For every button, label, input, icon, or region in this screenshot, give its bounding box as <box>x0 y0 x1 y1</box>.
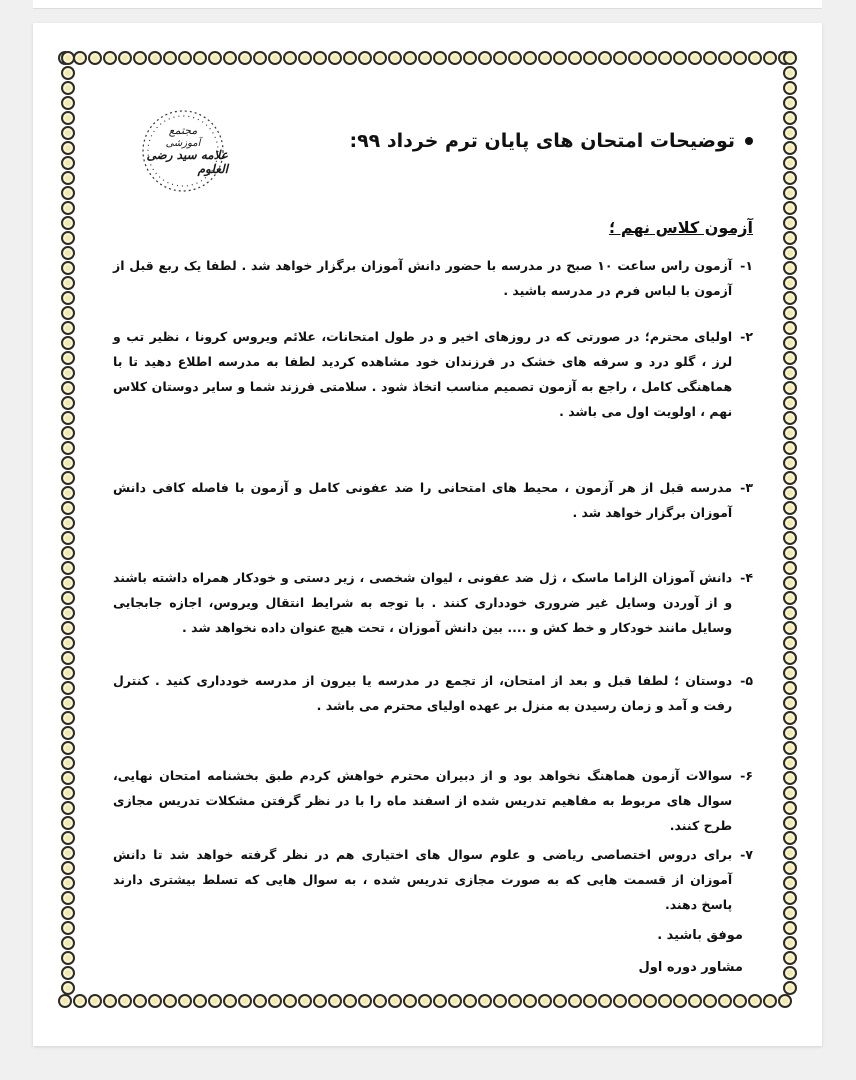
border-ring-icon <box>783 51 797 65</box>
list-item-number: ۲- <box>740 329 753 344</box>
border-ring-icon <box>61 531 75 545</box>
border-ring-icon <box>61 951 75 965</box>
border-ring-icon <box>268 994 282 1008</box>
border-ring-icon <box>61 981 75 995</box>
border-ring-icon <box>433 994 447 1008</box>
border-ring-icon <box>783 816 797 830</box>
list-item-text: آزمون راس ساعت ۱۰ صبح در مدرسه با حضور دانش آموزان برگزار خواهد شد . لطفا یک ربع قبل از آزمون با لباس فرم در مدرسه باشید . <box>113 258 733 298</box>
border-ring-icon <box>148 994 162 1008</box>
border-ring-icon <box>673 994 687 1008</box>
border-ring-icon <box>61 921 75 935</box>
border-ring-icon <box>783 786 797 800</box>
list-item <box>113 475 753 525</box>
border-ring-icon <box>463 994 477 1008</box>
border-ring-icon <box>568 51 582 65</box>
border-ring-icon <box>783 726 797 740</box>
border-ring-icon <box>118 51 132 65</box>
border-ring-icon <box>373 51 387 65</box>
border-ring-icon <box>783 606 797 620</box>
border-ring-icon <box>783 846 797 860</box>
border-ring-icon <box>61 861 75 875</box>
list-item-text: برای دروس اختصاصی ریاضی و علوم سوال های اختیاری هم در نظر گرفته خواهد شد تا دانش آموزان از قسمت هایی که به صورت مجازی تدریس شده ، به سوال هایی که تسلط بیشتری دارند پاسخ دهند. <box>113 847 733 912</box>
list-item-number: ۵- <box>740 673 753 688</box>
border-ring-icon <box>613 51 627 65</box>
border-ring-icon <box>61 591 75 605</box>
border-ring-icon <box>478 994 492 1008</box>
border-ring-icon <box>783 546 797 560</box>
border-ring-icon <box>613 994 627 1008</box>
list-item <box>113 763 753 838</box>
border-ring-icon <box>783 591 797 605</box>
border-ring-icon <box>61 81 75 95</box>
border-ring-icon <box>783 636 797 650</box>
border-ring-icon <box>783 81 797 95</box>
border-ring-icon <box>313 994 327 1008</box>
logo-text-line1: مجتمع <box>168 124 198 138</box>
border-ring-icon <box>103 994 117 1008</box>
border-ring-icon <box>283 994 297 1008</box>
border-ring-icon <box>61 126 75 140</box>
border-ring-icon <box>61 501 75 515</box>
border-ring-icon <box>718 994 732 1008</box>
border-ring-icon <box>783 261 797 275</box>
border-ring-icon <box>448 994 462 1008</box>
border-ring-icon <box>61 966 75 980</box>
border-ring-icon <box>733 994 747 1008</box>
border-ring-icon <box>688 51 702 65</box>
border-ring-icon <box>783 396 797 410</box>
border-ring-icon <box>61 771 75 785</box>
bullet-icon <box>745 137 753 145</box>
border-ring-icon <box>61 321 75 335</box>
border-ring-icon <box>673 51 687 65</box>
list-item-text: دوستان ؛ لطفا قبل و بعد از امتحان، از تجمع در مدرسه یا بیرون از مدرسه خودداری کنید . کنترل رفت و آمد و زمان رسیدن به منزل بر عهده اولیای محترم می باشد . <box>113 673 733 713</box>
border-ring-icon <box>783 231 797 245</box>
border-ring-icon <box>208 51 222 65</box>
border-ring-icon <box>61 231 75 245</box>
logo-text-line3: علامه سید رضی العلوم <box>146 148 228 177</box>
closing-text: موفق باشید . <box>657 928 743 943</box>
border-ring-icon <box>783 321 797 335</box>
border-ring-icon <box>61 201 75 215</box>
border-ring-icon <box>658 51 672 65</box>
border-ring-icon <box>61 831 75 845</box>
border-ring-icon <box>163 51 177 65</box>
border-ring-icon <box>61 96 75 110</box>
document-title-text: توضیحات امتحان های پایان ترم خرداد ۹۹: <box>349 130 735 152</box>
border-ring-icon <box>61 471 75 485</box>
border-ring-icon <box>783 276 797 290</box>
border-ring-icon <box>61 876 75 890</box>
border-ring-icon <box>61 846 75 860</box>
border-ring-icon <box>783 456 797 470</box>
border-ring-icon <box>783 96 797 110</box>
border-ring-icon <box>783 486 797 500</box>
border-ring-icon <box>783 801 797 815</box>
border-ring-icon <box>718 51 732 65</box>
border-ring-icon <box>88 51 102 65</box>
border-ring-icon <box>61 786 75 800</box>
border-ring-icon <box>583 994 597 1008</box>
decorative-border-top <box>58 51 798 65</box>
border-ring-icon <box>783 426 797 440</box>
border-ring-icon <box>61 306 75 320</box>
border-ring-icon <box>783 771 797 785</box>
border-ring-icon <box>178 51 192 65</box>
border-ring-icon <box>61 411 75 425</box>
border-ring-icon <box>783 906 797 920</box>
border-ring-icon <box>783 186 797 200</box>
border-ring-icon <box>783 126 797 140</box>
border-ring-icon <box>658 994 672 1008</box>
signature-text: مشاور دوره اول <box>638 960 743 975</box>
border-ring-icon <box>178 994 192 1008</box>
border-ring-icon <box>61 816 75 830</box>
border-ring-icon <box>61 441 75 455</box>
border-ring-icon <box>61 711 75 725</box>
border-ring-icon <box>783 336 797 350</box>
border-ring-icon <box>783 876 797 890</box>
border-ring-icon <box>61 756 75 770</box>
border-ring-icon <box>61 426 75 440</box>
border-ring-icon <box>703 51 717 65</box>
border-ring-icon <box>223 51 237 65</box>
border-ring-icon <box>61 396 75 410</box>
border-ring-icon <box>328 994 342 1008</box>
border-ring-icon <box>783 951 797 965</box>
border-ring-icon <box>783 711 797 725</box>
border-ring-icon <box>783 441 797 455</box>
border-ring-icon <box>403 994 417 1008</box>
border-ring-icon <box>343 51 357 65</box>
border-ring-icon <box>628 51 642 65</box>
list-item-text: مدرسه قبل از هر آزمون ، محیط های امتحانی را ضد عفونی کامل و آزمون با فاصله کافی دانش آموزان برگزار خواهد شد . <box>113 480 733 520</box>
border-ring-icon <box>313 51 327 65</box>
list-item <box>113 668 753 718</box>
border-ring-icon <box>783 366 797 380</box>
border-ring-icon <box>61 651 75 665</box>
border-ring-icon <box>783 666 797 680</box>
border-ring-icon <box>783 891 797 905</box>
border-ring-icon <box>61 936 75 950</box>
border-ring-icon <box>448 51 462 65</box>
border-ring-icon <box>783 831 797 845</box>
border-ring-icon <box>553 51 567 65</box>
border-ring-icon <box>783 471 797 485</box>
border-ring-icon <box>118 994 132 1008</box>
border-ring-icon <box>61 606 75 620</box>
border-ring-icon <box>61 456 75 470</box>
document-title <box>349 130 753 152</box>
border-ring-icon <box>61 696 75 710</box>
border-ring-icon <box>253 51 267 65</box>
border-ring-icon <box>61 726 75 740</box>
border-ring-icon <box>688 994 702 1008</box>
border-ring-icon <box>61 546 75 560</box>
border-ring-icon <box>763 51 777 65</box>
border-ring-icon <box>783 756 797 770</box>
border-ring-icon <box>583 51 597 65</box>
border-ring-icon <box>783 381 797 395</box>
list-item-text: اولیای محترم؛ در صورتی که در روزهای اخیر و در طول امتحانات، علائم ویروس کرونا ، نظیر تب و لرز ، گلو درد و سرفه های خشک در فرزندان خود مشاهده کردید لطفا به مدرسه اطلاع دهید تا با هماهنگی کامل ، راجع به آزمون تصمیم مناسب اتخاذ شود . سلامتی فرزند شما و سایر دوستان کلاس نهم ، اولویت اول می باشد . <box>113 329 733 419</box>
border-ring-icon <box>598 994 612 1008</box>
border-ring-icon <box>373 994 387 1008</box>
border-ring-icon <box>478 51 492 65</box>
border-ring-icon <box>763 994 777 1008</box>
border-ring-icon <box>508 51 522 65</box>
list-item-number: ۴- <box>740 570 753 585</box>
border-ring-icon <box>133 51 147 65</box>
border-ring-icon <box>61 381 75 395</box>
border-ring-icon <box>783 741 797 755</box>
border-ring-icon <box>61 516 75 530</box>
list-item-number: ۳- <box>740 480 753 495</box>
list-item-number: ۱- <box>740 258 753 273</box>
border-ring-icon <box>148 51 162 65</box>
border-ring-icon <box>61 621 75 635</box>
border-ring-icon <box>103 51 117 65</box>
border-ring-icon <box>61 741 75 755</box>
border-ring-icon <box>433 51 447 65</box>
border-ring-icon <box>783 696 797 710</box>
border-ring-icon <box>61 891 75 905</box>
border-ring-icon <box>783 351 797 365</box>
border-ring-icon <box>733 51 747 65</box>
border-ring-icon <box>61 336 75 350</box>
border-ring-icon <box>783 216 797 230</box>
logo-text-line2: آموزشی <box>165 137 201 149</box>
decorative-border-bottom <box>58 994 798 1008</box>
border-ring-icon <box>783 411 797 425</box>
border-ring-icon <box>133 994 147 1008</box>
border-ring-icon <box>783 576 797 590</box>
border-ring-icon <box>238 51 252 65</box>
border-ring-icon <box>61 636 75 650</box>
border-ring-icon <box>783 936 797 950</box>
border-ring-icon <box>61 666 75 680</box>
border-ring-icon <box>783 171 797 185</box>
border-ring-icon <box>783 306 797 320</box>
border-ring-icon <box>61 186 75 200</box>
border-ring-icon <box>61 576 75 590</box>
border-ring-icon <box>61 486 75 500</box>
border-ring-icon <box>61 216 75 230</box>
top-page-edge <box>33 0 822 9</box>
border-ring-icon <box>61 111 75 125</box>
border-ring-icon <box>61 351 75 365</box>
border-ring-icon <box>523 994 537 1008</box>
border-ring-icon <box>193 51 207 65</box>
border-ring-icon <box>783 141 797 155</box>
border-ring-icon <box>163 994 177 1008</box>
list-item <box>113 324 753 424</box>
border-ring-icon <box>783 861 797 875</box>
border-ring-icon <box>783 201 797 215</box>
document-page <box>33 23 822 1046</box>
border-ring-icon <box>73 994 87 1008</box>
border-ring-icon <box>783 516 797 530</box>
border-ring-icon <box>643 994 657 1008</box>
border-ring-icon <box>783 66 797 80</box>
border-ring-icon <box>463 51 477 65</box>
border-ring-icon <box>73 51 87 65</box>
border-ring-icon <box>598 51 612 65</box>
border-ring-icon <box>223 994 237 1008</box>
border-ring-icon <box>783 291 797 305</box>
border-ring-icon <box>508 994 522 1008</box>
border-ring-icon <box>538 994 552 1008</box>
border-ring-icon <box>403 51 417 65</box>
border-ring-icon <box>783 621 797 635</box>
border-ring-icon <box>61 681 75 695</box>
border-ring-icon <box>783 921 797 935</box>
border-ring-icon <box>61 801 75 815</box>
border-ring-icon <box>418 994 432 1008</box>
border-ring-icon <box>61 906 75 920</box>
border-ring-icon <box>748 51 762 65</box>
border-ring-icon <box>643 51 657 65</box>
list-item <box>113 842 753 917</box>
border-ring-icon <box>283 51 297 65</box>
list-item <box>113 253 753 303</box>
border-ring-icon <box>358 994 372 1008</box>
border-ring-icon <box>628 994 642 1008</box>
border-ring-icon <box>493 994 507 1008</box>
school-logo <box>138 106 228 196</box>
border-ring-icon <box>193 994 207 1008</box>
border-ring-icon <box>61 156 75 170</box>
border-ring-icon <box>783 111 797 125</box>
border-ring-icon <box>328 51 342 65</box>
border-ring-icon <box>783 531 797 545</box>
border-ring-icon <box>568 994 582 1008</box>
border-ring-icon <box>748 994 762 1008</box>
border-ring-icon <box>703 994 717 1008</box>
border-ring-icon <box>783 681 797 695</box>
border-ring-icon <box>783 966 797 980</box>
border-ring-icon <box>298 51 312 65</box>
border-ring-icon <box>343 994 357 1008</box>
border-ring-icon <box>783 561 797 575</box>
decorative-border-right <box>783 51 797 1008</box>
border-ring-icon <box>61 291 75 305</box>
border-ring-icon <box>61 171 75 185</box>
list-item-text: سوالات آزمون هماهنگ نخواهد بود و از دبیران محترم خواهش کردم طبق بخشنامه امتحان نهایی، سوال های مربوط به مفاهیم تدریس شده از اسفند ماه را با در نظر گرفتن مشکلات تدریس مجازی طرح کنند. <box>113 768 733 833</box>
border-ring-icon <box>268 51 282 65</box>
list-item <box>113 565 753 640</box>
border-ring-icon <box>783 156 797 170</box>
border-ring-icon <box>61 66 75 80</box>
border-ring-icon <box>388 51 402 65</box>
border-ring-icon <box>418 51 432 65</box>
border-ring-icon <box>88 994 102 1008</box>
border-ring-icon <box>253 994 267 1008</box>
border-ring-icon <box>61 276 75 290</box>
border-ring-icon <box>61 51 75 65</box>
border-ring-icon <box>553 994 567 1008</box>
border-ring-icon <box>783 981 797 995</box>
border-ring-icon <box>61 366 75 380</box>
border-ring-icon <box>358 51 372 65</box>
border-ring-icon <box>783 246 797 260</box>
section-heading: آزمون کلاس نهم ؛ <box>608 218 753 237</box>
border-ring-icon <box>61 246 75 260</box>
decorative-border-left <box>61 51 75 1008</box>
border-ring-icon <box>61 261 75 275</box>
border-ring-icon <box>493 51 507 65</box>
border-ring-icon <box>783 501 797 515</box>
border-ring-icon <box>61 561 75 575</box>
border-ring-icon <box>238 994 252 1008</box>
border-ring-icon <box>388 994 402 1008</box>
list-item-text: دانش آموزان الزاما ماسک ، ژل ضد عفونی ، لیوان شخصی ، زیر دستی و خودکار همراه داشته باشند و از آوردن وسایل غیر ضروری خودداری کنند . با توجه به شرایط انتقال ویروس، اجازه جابجایی وسایل مانند خودکار و خط کش و .... بین دانش آموزان ، تحت هیچ عنوان داده نخواهد شد . <box>113 570 733 635</box>
list-item-number: ۶- <box>740 768 753 783</box>
document-content <box>113 98 753 978</box>
border-ring-icon <box>523 51 537 65</box>
border-ring-icon <box>538 51 552 65</box>
border-ring-icon <box>61 141 75 155</box>
border-ring-icon <box>783 651 797 665</box>
list-item-number: ۷- <box>740 847 753 862</box>
border-ring-icon <box>298 994 312 1008</box>
border-ring-icon <box>208 994 222 1008</box>
